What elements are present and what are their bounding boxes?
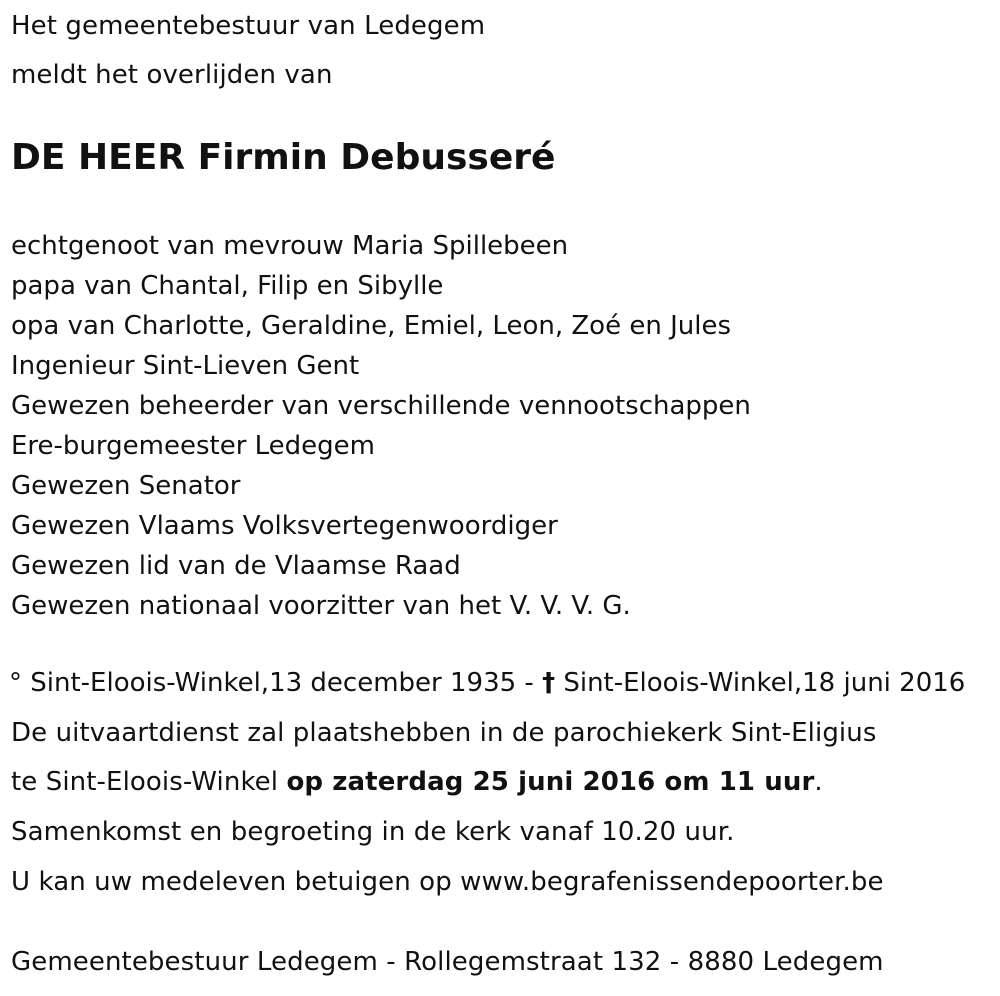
funeral-line-gathering: Samenkomst en begroeting in de kerk vanaf 10.20 uur. bbox=[11, 817, 735, 847]
bio-item-manager: Gewezen beheerder van verschillende vennootschappen bbox=[11, 391, 751, 421]
header-line-municipality: Het gemeentebestuur van Ledegem bbox=[11, 11, 486, 41]
birth-death-dates bbox=[9, 667, 965, 699]
funeral-place: te Sint-Eloois-Winkel bbox=[11, 767, 287, 797]
bio-item-spouse: echtgenoot van mevrouw Maria Spillebeen bbox=[11, 231, 569, 261]
funeral-line-condolences bbox=[11, 866, 884, 898]
bio-item-honorary-mayor: Ere-burgemeester Ledegem bbox=[11, 431, 375, 461]
condolences-text: U kan uw medeleven betuigen op bbox=[11, 867, 461, 897]
footer-address: Gemeentebestuur Ledegem - Rollegemstraat 132 - 8880 Ledegem bbox=[11, 947, 884, 977]
funeral-datetime: op zaterdag 25 juni 2016 om 11 uur bbox=[286, 767, 815, 797]
funeral-line-date bbox=[11, 766, 823, 798]
cross-icon: † bbox=[542, 668, 556, 698]
bio-item-senator: Gewezen Senator bbox=[11, 471, 241, 501]
header-line-announcement: meldt het overlijden van bbox=[11, 60, 333, 90]
death-date: Sint-Eloois-Winkel,18 juni 2016 bbox=[555, 668, 966, 698]
condolences-link[interactable]: www.begrafenissendepoorter.be bbox=[460, 867, 884, 897]
bio-item-grandchildren: opa van Charlotte, Geraldine, Emiel, Leon, Zoé en Jules bbox=[11, 311, 731, 341]
deceased-name: DE HEER Firmin Debusseré bbox=[11, 137, 556, 178]
birth-date: Sint-Eloois-Winkel,13 december 1935 - bbox=[22, 668, 543, 698]
birth-symbol: ° bbox=[9, 668, 22, 698]
bio-item-flemish-council: Gewezen lid van de Vlaamse Raad bbox=[11, 551, 461, 581]
bio-item-representative: Gewezen Vlaams Volksvertegenwoordiger bbox=[11, 511, 558, 541]
bio-list bbox=[11, 226, 751, 626]
bio-item-children: papa van Chantal, Filip en Sibylle bbox=[11, 271, 444, 301]
funeral-period: . bbox=[814, 767, 823, 797]
bio-item-engineer: Ingenieur Sint-Lieven Gent bbox=[11, 351, 360, 381]
bio-item-chairman: Gewezen nationaal voorzitter van het V. V. V. G. bbox=[11, 591, 631, 621]
funeral-line-church: De uitvaartdienst zal plaatshebben in de parochiekerk Sint-Eligius bbox=[11, 718, 877, 748]
